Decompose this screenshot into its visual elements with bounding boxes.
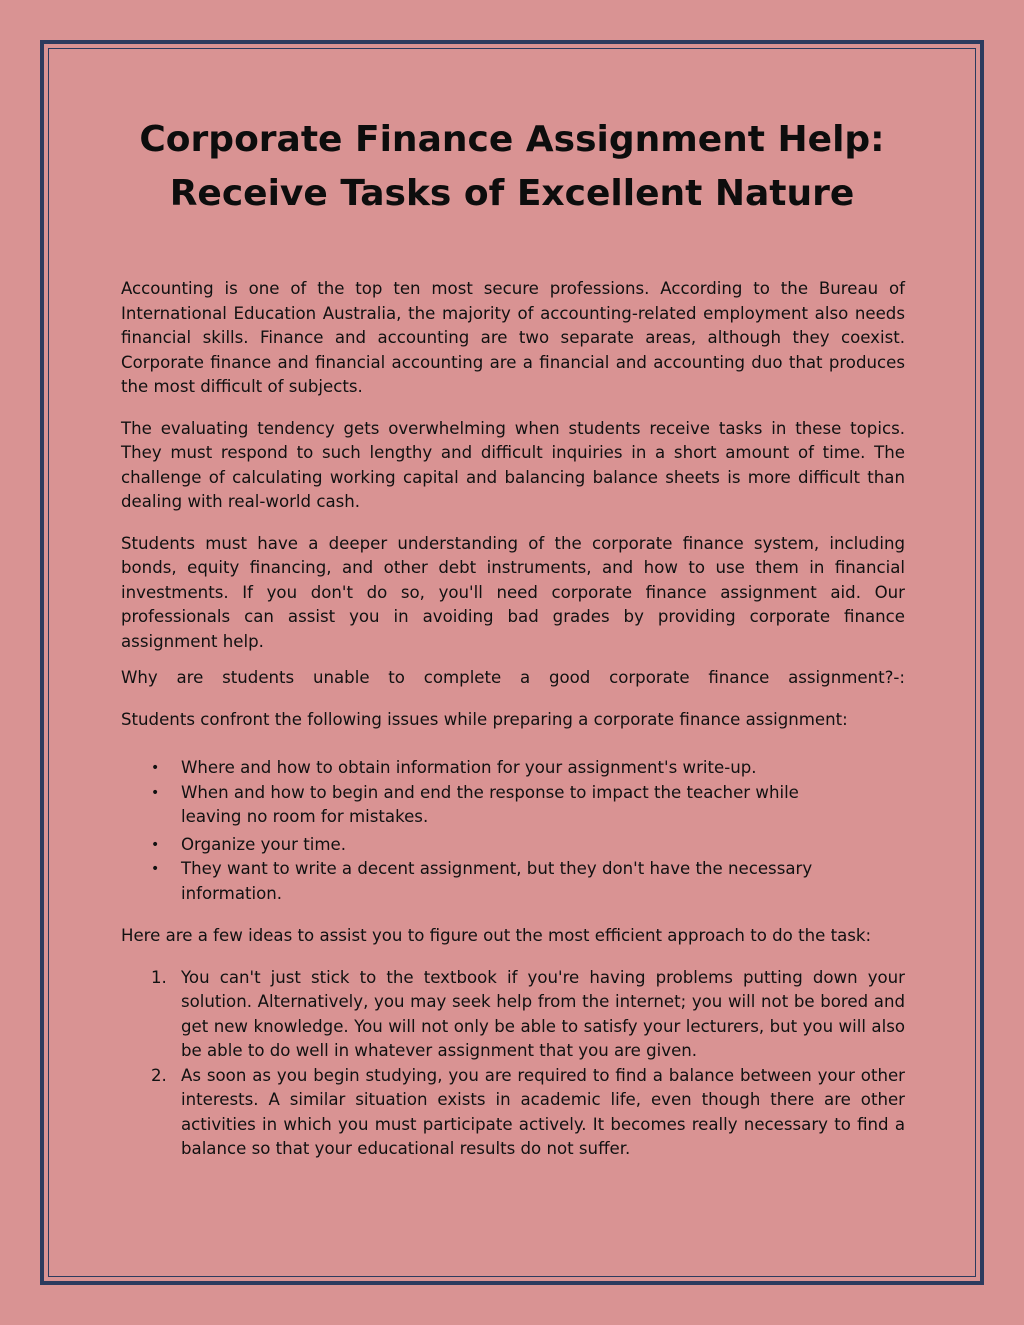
list-item-text: When and how to begin and end the response to impact the teacher while leaving no room for mistakes. xyxy=(181,782,799,826)
numbered-item xyxy=(121,966,905,1064)
paragraph: Students must have a deeper understanding of the corporate finance system, including bonds, equity financing, and other debt instruments, and how to use them in financial investments. If you don't do so, you'll need corporate finance assignment aid. Our professionals can assist you in avoiding bad grades by providing corporate finance assignment help. xyxy=(121,533,905,651)
item-number: 2. xyxy=(151,1065,167,1085)
bullet-icon: • xyxy=(151,861,160,877)
numbered-item-text: As soon as you begin studying, you are required to find a balance between your other interests. A similar situation exists in academic life, even though there are other activities in which you must participate actively. It becomes really necessary to find a balance so that your educational results do not suffer. xyxy=(181,1065,905,1158)
list-item xyxy=(121,781,821,830)
numbered-item xyxy=(121,1064,905,1162)
bullet-icon: • xyxy=(151,784,160,801)
list-item xyxy=(121,756,821,781)
item-number: 1. xyxy=(151,967,167,987)
list-item-text: They want to write a decent assignment, but they don't have the necessary information. xyxy=(181,859,813,903)
issues-bullet-list xyxy=(121,756,821,906)
numbered-item-text: You can't just stick to the textbook if you're having problems putting down your solution. Alternatively, you may seek help from the internet; you will not be bored and get new knowledge. You will not only be able to satisfy your lecturers, but you will also be able to do well in whatever assignment that you are given. xyxy=(181,967,905,1060)
document-body xyxy=(121,277,905,1162)
paragraph: The evaluating tendency gets overwhelming when students receive tasks in these topics. They must respond to such lengthy and difficult inquiries in a short amount of time. The challenge of calculating working capital and balancing balance sheets is more difficult than dealing with real-world cash. xyxy=(121,418,905,511)
paragraph: Accounting is one of the top ten most secure professions. According to the Bureau of International Education Australia, the majority of accounting-related employment also needs financial skills. Finance and accounting are two separate areas, although they coexist. Corporate finance and financial accounting are a financial and accounting duo that produces the most difficult of subjects. xyxy=(121,279,905,396)
paragraph: Students confront the following issues while preparing a corporate finance assignment: xyxy=(121,709,848,729)
section-question: Why are students unable to complete a good corporate finance assignment?-: xyxy=(121,668,905,687)
bullet-icon: • xyxy=(151,836,160,853)
ideas-numbered-list xyxy=(121,966,905,1162)
list-item-text: Where and how to obtain information for your assignment's write-up. xyxy=(181,758,757,777)
paragraph: Here are a few ideas to assist you to figure out the most efficient approach to do the task: xyxy=(121,926,872,945)
bullet-icon: • xyxy=(151,760,160,776)
list-item xyxy=(121,833,821,858)
document-title xyxy=(60,113,964,221)
title-line-2: Receive Tasks of Excellent Nature xyxy=(169,173,855,214)
list-item-text: Organize your time. xyxy=(181,834,346,854)
title-line-1: Corporate Finance Assignment Help: xyxy=(139,119,885,160)
list-item xyxy=(121,857,821,906)
